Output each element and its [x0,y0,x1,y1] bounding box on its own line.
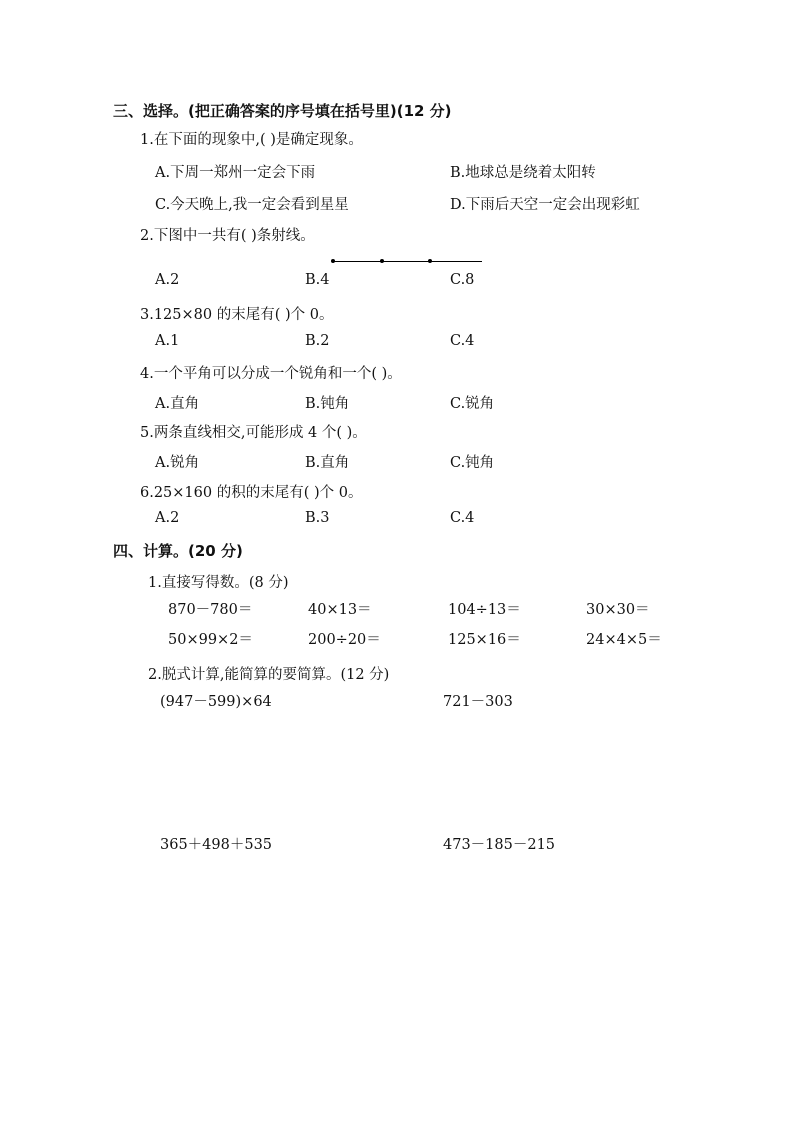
question-stem: 6.25×160 的积的末尾有( )个 0。 [140,485,363,501]
question-option[interactable]: A.2 [155,510,180,526]
calc-expression[interactable]: 30×30＝ [586,602,650,618]
ray-point [380,259,384,263]
question-option[interactable]: B.钝角 [305,396,350,412]
question-stem: 4.一个平角可以分成一个锐角和一个( )。 [140,366,402,382]
calc-expression[interactable]: 721－303 [443,694,513,710]
calc-expression[interactable]: 24×4×5＝ [586,632,662,648]
question-option[interactable]: C.钝角 [450,455,495,471]
subsection-stem: 1.直接写得数。(8 分) [148,575,289,591]
section-heading-3: 三、选择。(把正确答案的序号填在括号里)(12 分) [113,102,452,120]
question-stem: 3.125×80 的末尾有( )个 0。 [140,307,334,323]
question-option[interactable]: C.4 [450,510,475,526]
question-option[interactable]: C.4 [450,333,475,349]
calc-expression[interactable]: 125×16＝ [448,632,521,648]
calc-expression[interactable]: 40×13＝ [308,602,372,618]
ray-line [332,261,482,262]
calc-expression[interactable]: 104÷13＝ [448,602,521,618]
question-option[interactable]: B.直角 [305,455,350,471]
question-option[interactable]: C.8 [450,272,475,288]
ray-point [428,259,432,263]
question-option[interactable]: A.1 [155,333,180,349]
calc-expression[interactable]: 50×99×2＝ [168,632,253,648]
question-option[interactable]: D.下雨后天空一定会出现彩虹 [450,197,640,213]
calc-expression[interactable]: 365＋498＋535 [160,837,273,853]
question-option[interactable]: C.锐角 [450,396,495,412]
question-option[interactable]: A.直角 [155,396,200,412]
question-stem: 2.下图中一共有( )条射线。 [140,228,315,244]
subsection-stem: 2.脱式计算,能简算的要简算。(12 分) [148,667,390,683]
calc-expression[interactable]: (947－599)×64 [160,694,272,710]
question-option[interactable]: C.今天晚上,我一定会看到星星 [155,197,349,213]
calc-expression[interactable]: 870－780＝ [168,602,253,618]
question-option[interactable]: A.下周一郑州一定会下雨 [155,165,316,181]
question-option[interactable]: B.地球总是绕着太阳转 [450,165,596,181]
question-option[interactable]: B.2 [305,333,330,349]
question-option[interactable]: B.4 [305,272,330,288]
question-option[interactable]: A.锐角 [155,455,200,471]
question-stem: 1.在下面的现象中,( )是确定现象。 [140,132,363,148]
question-option[interactable]: B.3 [305,510,330,526]
calc-expression[interactable]: 473－185－215 [443,837,556,853]
question-stem: 5.两条直线相交,可能形成 4 个( )。 [140,425,367,441]
calc-expression[interactable]: 200÷20＝ [308,632,381,648]
question-option[interactable]: A.2 [155,272,180,288]
ray-point [331,259,335,263]
section-heading-4: 四、计算。(20 分) [113,542,243,560]
